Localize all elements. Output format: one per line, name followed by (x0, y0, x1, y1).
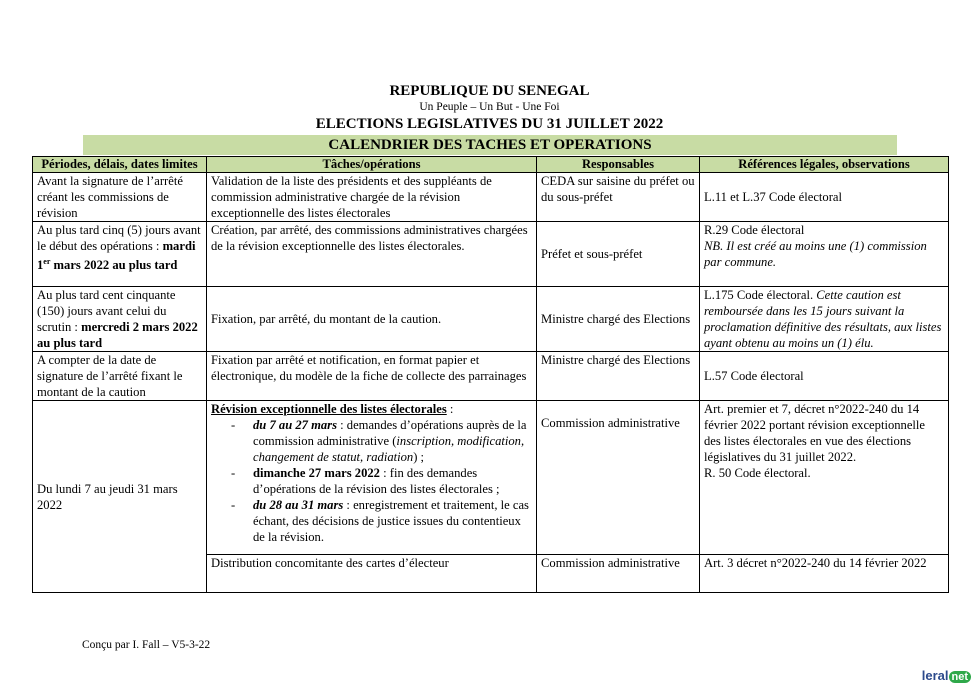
reference-cell: Art. 3 décret n°2022-240 du 14 février 2022 (700, 555, 949, 593)
task-list (211, 417, 532, 545)
calendar-banner: CALENDRIER DES TACHES ET OPERATIONS (83, 135, 897, 155)
national-motto: Un Peuple – Un But - Une Foi (419, 101, 560, 113)
task-cell: Création, par arrêté, des commissions administratives chargées de la révision exceptionnelle des listes électorales. (207, 222, 537, 287)
period-cell: A compter de la date de signature de l’arrêté fixant le montant de la caution (33, 352, 207, 401)
responsible-cell: Ministre chargé des Elections (537, 287, 700, 352)
responsible-cell: Commission administrative (537, 401, 700, 555)
task-cell: Fixation par arrêté et notification, en format papier et électronique, du modèle de la fiche de collecte des parrainages (207, 352, 537, 401)
table-header-row (33, 157, 949, 173)
list-item: - du 28 au 31 mars : enregistrement et traitement, le cas échant, des décisions de justice issues du contentieux de la révision. (231, 498, 529, 544)
leral-logo: leral net (922, 668, 971, 683)
responsible-cell: CEDA sur saisine du préfet ou du sous-préfet (537, 173, 700, 222)
task-cell: Révision exceptionnelle des listes électorales : - du 7 au 27 mars : demandes d’opérations auprès de la commission administrative (inscription, modification, changement de statut, radiation) ; - dimanche 27 mars 2022 : fin des demandes d’opérations de la révision des listes électorales ; - du 28 au 31 mars : enregistrement et traitement, le cas échant, des décisions de justice issues du contentieux de la révision. (207, 401, 537, 555)
responsible-cell: Commission administrative (537, 555, 700, 593)
task-cell: Fixation, par arrêté, du montant de la caution. (207, 287, 537, 352)
list-item: - dimanche 27 mars 2022 : fin des demandes d’opérations de la révision des listes électorales ; (231, 466, 500, 496)
table-row (33, 287, 949, 352)
period-cell: Du lundi 7 au jeudi 31 mars 2022 (33, 401, 207, 593)
table-row (33, 401, 949, 555)
table-row (33, 222, 949, 287)
table-row (33, 352, 949, 401)
reference-cell: L.175 Code électoral. Cette caution est remboursée dans les 15 jours suivant la proclamation définitive des résultats, aux listes ayant obtenu au moins un (1) élu. (700, 287, 949, 352)
column-header-references: Références légales, observations (700, 157, 949, 173)
column-header-period: Périodes, délais, dates limites (33, 157, 207, 173)
period-cell: Au plus tard cent cinquante (150) jours avant celui du scrutin : mercredi 2 mars 2022 au plus tard (33, 287, 207, 352)
footer-credit: Conçu par I. Fall – V5-3-22 (82, 639, 211, 651)
calendar-table (32, 156, 949, 593)
column-header-responsible: Responsables (537, 157, 700, 173)
reference-cell: L.57 Code électoral (700, 352, 949, 401)
reference-cell: L.11 et L.37 Code électoral (700, 173, 949, 222)
responsible-cell: Ministre chargé des Elections (537, 352, 700, 401)
table-row (33, 173, 949, 222)
elections-title: ELECTIONS LEGISLATIVES DU 31 JUILLET 2022 (315, 116, 664, 132)
document-title: REPUBLIQUE DU SENEGAL (389, 83, 590, 99)
period-cell: Avant la signature de l’arrêté créant les commissions de révision (33, 173, 207, 222)
task-cell: Distribution concomitante des cartes d’électeur (207, 555, 537, 593)
responsible-cell: Préfet et sous-préfet (537, 222, 700, 287)
period-cell: Au plus tard cinq (5) jours avant le début des opérations : mardi 1er mars 2022 au plus tard (33, 222, 207, 287)
task-heading: Révision exceptionnelle des listes électorales (211, 402, 447, 416)
reference-cell: Art. premier et 7, décret n°2022-240 du 14 février 2022 portant révision exceptionnelle des listes électorales en vue des élections législatives du 31 juillet 2022. R. 50 Code électoral. (700, 401, 949, 555)
reference-cell: R.29 Code électoral NB. Il est créé au moins une (1) commission par commune. (700, 222, 949, 287)
column-header-task: Tâches/opérations (207, 157, 537, 173)
list-item: - du 7 au 27 mars : demandes d’opérations auprès de la commission administrative (inscription, modification, changement de statut, radiation) ; (231, 418, 527, 464)
task-cell: Validation de la liste des présidents et des suppléants de commission administrative chargée de la révision exceptionnelle des listes électorales (207, 173, 537, 222)
